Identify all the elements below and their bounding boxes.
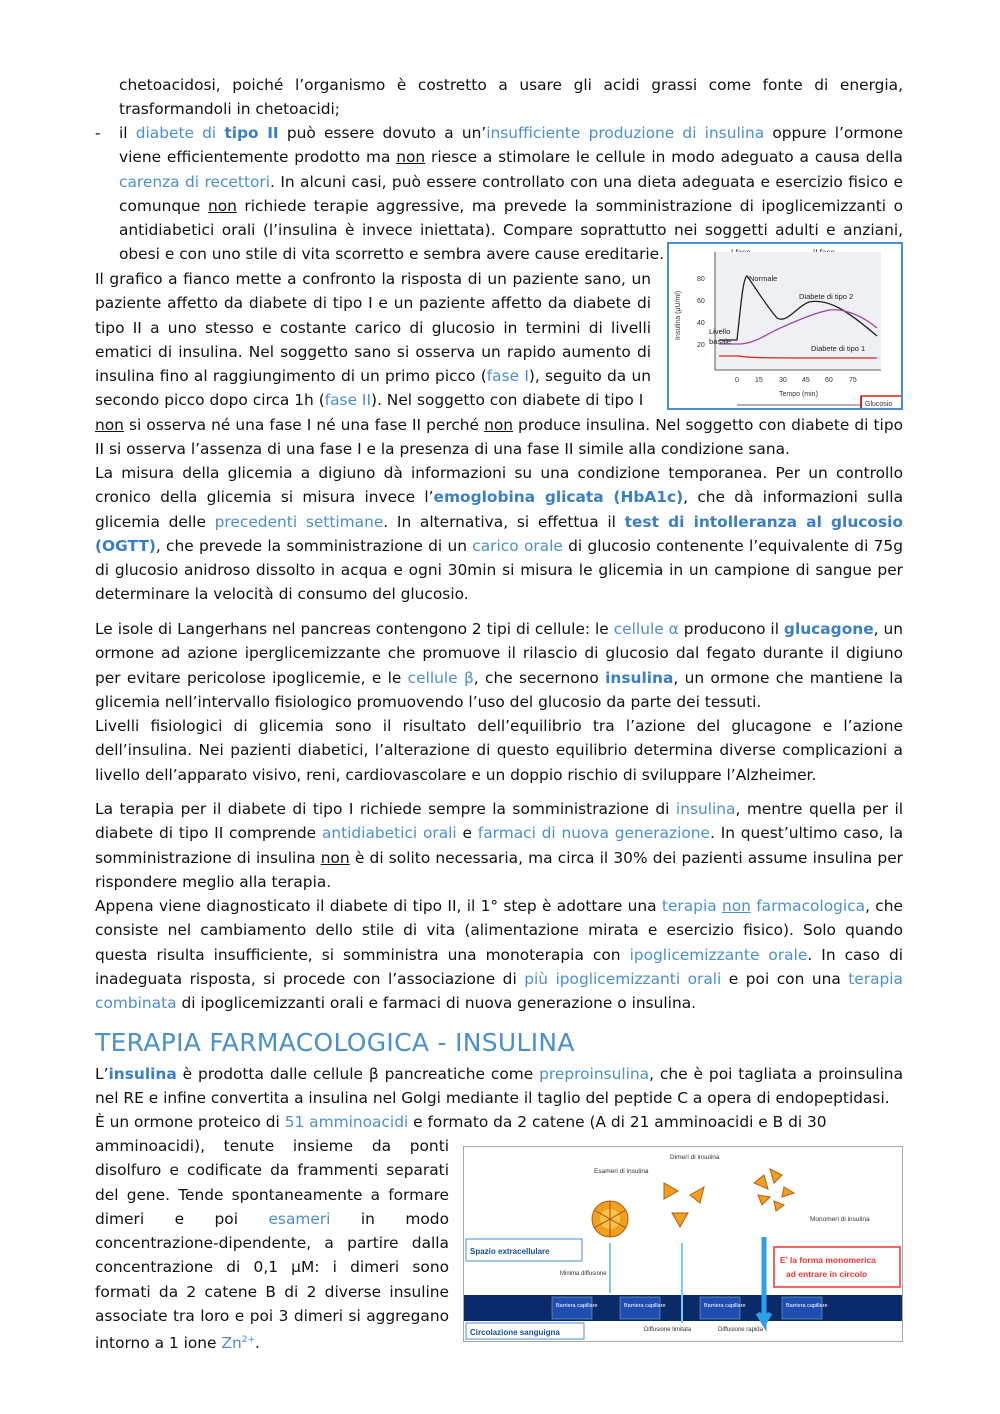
- type2-label: Diabete di tipo 2: [799, 292, 854, 301]
- hexamer-label: Esameri di insulina: [594, 1168, 649, 1175]
- paragraph-tipo2: il diabete di tipo II può essere dovuto a un’insufficiente produzione di insulina oppure l’ormone viene efficientemente prodotto ma non riesce a stimolare le cellule in modo adeguato a causa della carenza di recettori. In alcuni casi, può essere controllato con una dieta adeguata e esercizio fisico e comunque non richiede terapie aggressive, ma prevede la somministrazione di ipoglicemizzanti o antidiabetici orali (l’insulina è invece iniettata). Compare soprattutto nei soggetti adulti e anziani, obesi e con uno stile di vita scorretto e sembra avere cause ereditarie.: [119, 124, 904, 264]
- xtick: 30: [779, 377, 787, 384]
- ytick: 80: [697, 276, 705, 283]
- normal-label: Normale: [749, 274, 778, 283]
- xtick: 60: [825, 377, 833, 384]
- paragraph-chetoacidosi: [119, 73, 903, 122]
- monomeric-note: ad entrare in circolo: [786, 1269, 868, 1279]
- monomer-icons: [754, 1169, 794, 1211]
- paragraph-terapia: La terapia per il diabete di tipo I richiede sempre la somministrazione di insulina, mentre quella per il diabete di tipo II comprende antidiabetici orali e farmaci di nuova generazione. In quest’ultimo caso, la somministrazione di insulina non è di solito necessaria, ma circa il 30% dei pazienti assume insulina per rispondere meglio alla terapia.: [95, 800, 903, 891]
- y-axis-label: Insulina (μU/ml): [675, 290, 682, 340]
- ytick: 20: [697, 342, 705, 349]
- paragraph-insulina: L’insulina è prodotta dalle cellule β pancreatiche come preproinsulina, che è poi tagliata a proinsulina nel RE e infine convertita a insulina nel Golgi mediante il taglio del peptide C a opera di endopeptidasi.: [95, 1065, 903, 1108]
- paragraph-grafico-cont: non si osserva né una fase I né una fase II perché non produce insulina. Nel soggetto con diabete di tipo II si osserva l’assenza di una fase I e la presenza di una fase II simile alla condizione sana.: [95, 416, 904, 459]
- hexamer-icon: [592, 1201, 628, 1237]
- xtick: 0: [735, 377, 739, 384]
- paragraph-ormone-cont: amminoacidi), tenute insieme da ponti disolfuro e codificate da frammenti separati del gene. Tende spontaneamente a formare dimeri e poi esameri in modo concentrazione-dipendente, a partire dalla concentrazione di 0,1 μM: i dimeri sono formati da 2 catene B di 2 diverse insuline associate tra loro e poi 3 dimeri si aggregano intorno a 1 ione $Zn^{2+}$.: [95, 1137, 449, 1353]
- monomer-label: Monomeri di insulina: [810, 1216, 870, 1223]
- paragraph-glicemia: La misura della glicemia a digiuno dà informazioni su una condizione temporanea. Per un controllo cronico della glicemia si misura invece l’emoglobina glicata (HbA1c), che dà informazioni sulla glicemia delle precedenti settimane. In alternativa, si effettua il test di intolleranza al glucosio (OGTT), che prevede la somministrazione di un carico orale di glucosio contenente l’equivalente di 75g di glucosio anidroso dissolto in acqua e ogni 30min si misura le glicemia in un campione di sangue per determinare la velocità di consumo del glucosio.: [95, 464, 904, 604]
- glucose-label: Glucosio: [865, 401, 893, 408]
- section-heading: TERAPIA FARMACOLOGICA - INSULINA: [95, 1028, 575, 1057]
- x-axis-label: Tempo (min): [779, 391, 818, 398]
- circulation-label: Circolazione sanguigna: [470, 1328, 560, 1337]
- paragraph-ormone: È un ormone proteico di 51 amminoacidi e formato da 2 catene (A di 21 amminoacidi e B di 30: [95, 1113, 827, 1131]
- text: chetoacidosi, poiché l’organismo è costretto a usare gli acidi grassi come fonte di energia, trasformandoli in chetoacidi;: [119, 76, 903, 119]
- xtick: 15: [755, 377, 763, 384]
- barrier-label: Barriera capillare: [556, 1303, 598, 1309]
- paragraph-isole: Le isole di Langerhans nel pancreas contengono 2 tipi di cellule: le cellule α producono il glucagone, un ormone ad azione iperglicemizzante che promuove il rilascio di glucosio dal fegato durante il digiuno per evitare pericolose ipoglicemie, e le cellule β, che secernono insulina, un ormone che mantiene la glicemia nell’intervallo fisiologico promuovendo l’uso del glucosio da parte dei tessuti.: [95, 620, 904, 711]
- paragraph-livelli: Livelli fisiologici di glicemia sono il risultato dell’equilibrio tra l’azione del glucagone e l’azione dell’insulina. Nei pazienti diabetici, l’alterazione di questo equilibrio determina diverse complicazioni a livello dell’apparato visivo, reni, cardiovascolare e un doppio rischio di sviluppare l’Alzheimer.: [95, 717, 903, 784]
- monomeric-note: E’ la forma monomerica: [780, 1255, 876, 1265]
- dimer-label: Dimeri di insulina: [670, 1154, 720, 1161]
- barrier-label: Barriera capillare: [704, 1303, 746, 1309]
- paragraph-appena: Appena viene diagnosticato il diabete di tipo II, il 1° step è adottare una terapia non farmacologica, che consiste nel cambiamento dello stile di vita (alimentazione mirata e esercizio fisico). Solo quando questa risulta insufficiente, si somministra una monoterapia con ipoglicemizzante orale. In caso di inadeguata risposta, si procede con l’associazione di più ipoglicemizzanti orali e poi con una terapia combinata di ipoglicemizzanti orali e farmaci di nuova generazione o insulina.: [95, 897, 903, 1013]
- ytick: 60: [697, 298, 705, 305]
- barrier-label: Barriera capillare: [624, 1303, 666, 1309]
- insulin-oligomer-figure: [463, 1146, 903, 1342]
- minimal-diffusion-label: Minima diffusione: [560, 1271, 607, 1277]
- limited-diffusion-label: Diffusione limitata: [644, 1327, 692, 1333]
- type1-label: Diabete di tipo 1: [811, 344, 866, 353]
- barrier-label: Barriera capillare: [786, 1303, 828, 1309]
- extracellular-label: Spazio extracellulare: [470, 1247, 550, 1256]
- bullet-dash: -: [95, 124, 101, 142]
- xtick: 75: [849, 377, 857, 384]
- rapid-diffusion-label: Diffusione rapida: [718, 1327, 763, 1333]
- paragraph-grafico: Il grafico a fianco mette a confronto la risposta di un paziente sano, un paziente affetto da diabete di tipo I e un paziente affetto da diabete di tipo II a uno stesso e costante carico di glucosio in termini di livelli ematici di insulina. Nel soggetto sano si osserva un rapido aumento di insulina fino al raggiungimento di un primo picco (fase I), seguito da un secondo picco dopo circa 1h (fase II). Nel soggetto con diabete di tipo I: [95, 270, 651, 410]
- dimer-icons: [664, 1183, 704, 1227]
- xtick: 45: [802, 377, 810, 384]
- basal-label: Livello: [709, 327, 731, 336]
- ytick: 40: [697, 320, 705, 327]
- basal-label: basale: [709, 337, 732, 346]
- insulin-response-figure: [667, 242, 903, 410]
